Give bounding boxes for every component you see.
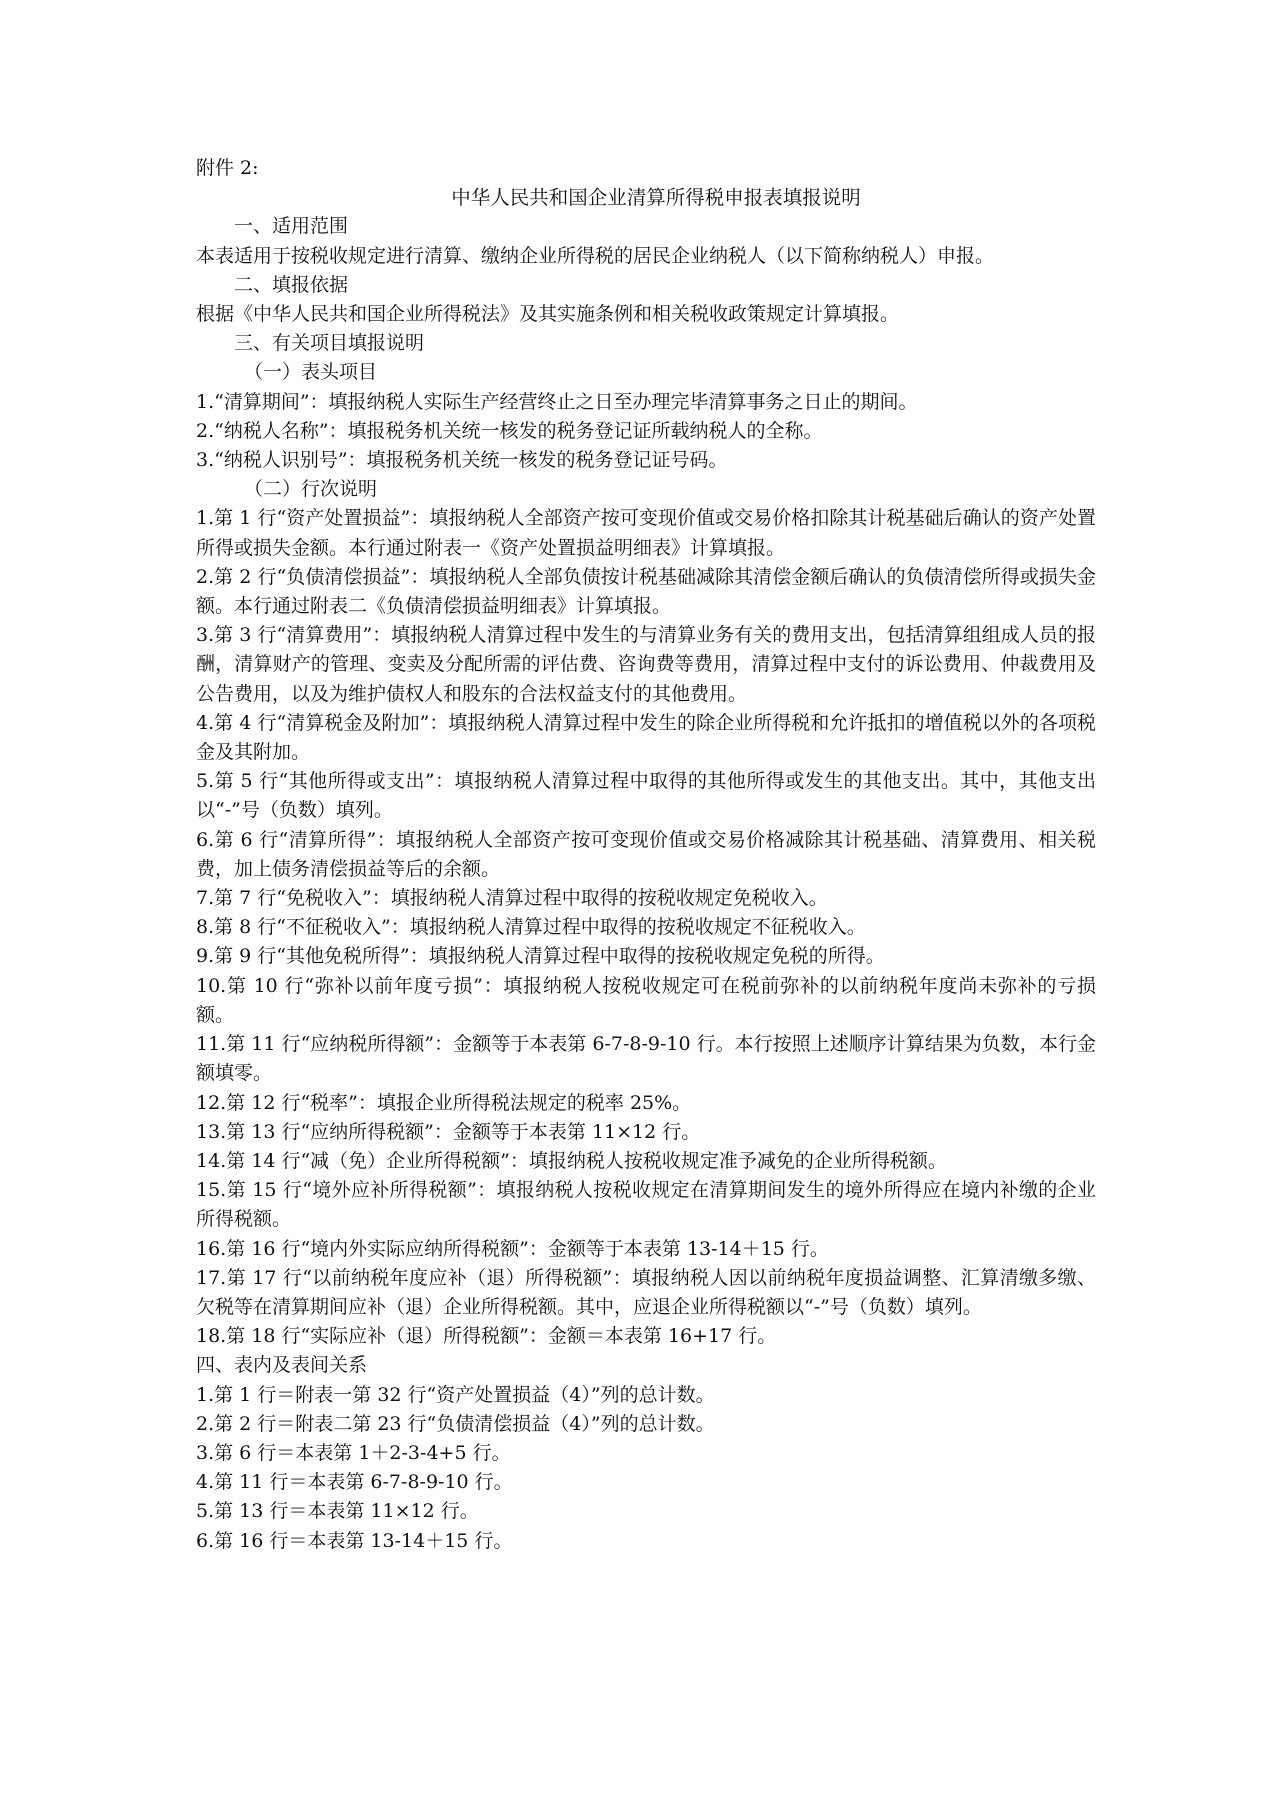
header-item: 2.“纳税人名称”：填报税务机关统一核发的税务登记证所载纳税人的全称。 bbox=[196, 419, 823, 442]
row-item: 14.第 14 行“减（免）企业所得税额”：填报纳税人按税收规定准予减免的企业所得税额。 bbox=[196, 1149, 947, 1172]
header-item: 1.“清算期间”：填报纳税人实际生产经营终止之日至办理完毕清算事务之日止的期间。 bbox=[196, 390, 918, 413]
relation-item: 1.第 1 行＝附表一第 32 行“资产处置损益（4）”列的总计数。 bbox=[196, 1383, 715, 1406]
document-page bbox=[196, 154, 1096, 1556]
relation-item: 5.第 13 行＝本表第 11×12 行。 bbox=[196, 1500, 479, 1523]
row-item: 13.第 13 行“应纳所得税额”：金额等于本表第 11×12 行。 bbox=[196, 1120, 701, 1143]
row-item: 17.第 17 行“以前纳税年度应补（退）所得税额”：填报纳税人因以前纳税年度损益调整、汇算清缴多缴、欠税等在清算期间应补（退）企业所得税额。其中，应退企业所得税额以“-”号（负数）填列。 bbox=[196, 1266, 1096, 1318]
row-item: 3.第 3 行“清算费用”：填报纳税人清算过程中发生的与清算业务有关的费用支出，包括清算组组成人员的报酬，清算财产的管理、变卖及分配所需的评估费、咨询费等费用，清算过程中支付的诉讼费用、仲裁费用及公告费用，以及为维护债权人和股东的合法权益支付的其他费用。 bbox=[196, 624, 1096, 705]
row-item: 1.第 1 行“资产处置损益”：填报纳税人全部资产按可变现价值或交易价格扣除其计税基础后确认的资产处置所得或损失金额。本行通过附表一《资产处置损益明细表》计算填报。 bbox=[196, 507, 1096, 559]
row-item: 16.第 16 行“境内外实际应纳所得税额”：金额等于本表第 13-14＋15 行。 bbox=[196, 1237, 829, 1260]
section-heading-items: 三、有关项目填报说明 bbox=[234, 332, 425, 355]
row-item: 6.第 6 行“清算所得”：填报纳税人全部资产按可变现价值或交易价格减除其计税基础、清算费用、相关税费，加上债务清偿损益等后的余额。 bbox=[196, 828, 1096, 880]
relation-item: 6.第 16 行＝本表第 13-14＋15 行。 bbox=[196, 1529, 513, 1552]
row-item: 18.第 18 行“实际应补（退）所得税额”：金额＝本表第 16+17 行。 bbox=[196, 1325, 777, 1348]
document-title: 中华人民共和国企业清算所得税申报表填报说明 bbox=[451, 186, 861, 210]
row-item: 9.第 9 行“其他免税所得”：填报纳税人清算过程中取得的按税收规定免税的所得。 bbox=[196, 945, 885, 968]
relation-item: 4.第 11 行＝本表第 6-7-8-9-10 行。 bbox=[196, 1471, 513, 1494]
row-item: 10.第 10 行“弥补以前年度亏损”：填报纳税人按税收规定可在税前弥补的以前纳税年度尚未弥补的亏损额。 bbox=[196, 974, 1096, 1026]
section-heading-scope: 一、适用范围 bbox=[234, 215, 349, 238]
row-item: 12.第 12 行“税率”：填报企业所得税法规定的税率 25%。 bbox=[196, 1091, 692, 1114]
header-item: 3.“纳税人识别号”：填报税务机关统一核发的税务登记证号码。 bbox=[196, 449, 728, 472]
attachment-label: 附件 2: bbox=[196, 157, 259, 179]
subsection-heading-header: （一）表头项目 bbox=[244, 361, 378, 384]
row-item: 2.第 2 行“负债清偿损益”：填报纳税人全部负债按计税基础减除其清偿金额后确认的负债清偿所得或损失金额。本行通过附表二《负债清偿损益明细表》计算填报。 bbox=[196, 565, 1096, 618]
row-item: 7.第 7 行“免税收入”：填报纳税人清算过程中取得的按税收规定免税收入。 bbox=[196, 887, 828, 910]
row-item: 11.第 11 行“应纳税所得额”：金额等于本表第 6-7-8-9-10 行。本行按照上述顺序计算结果为负数，本行金额填零。 bbox=[196, 1033, 1096, 1085]
relation-item: 2.第 2 行＝附表二第 23 行“负债清偿损益（4）”列的总计数。 bbox=[196, 1412, 715, 1435]
row-item: 8.第 8 行“不征税收入”：填报纳税人清算过程中取得的按税收规定不征税收入。 bbox=[196, 916, 866, 939]
section-heading-relations: 四、表内及表间关系 bbox=[196, 1354, 368, 1377]
row-item: 15.第 15 行“境外应补所得税额”：填报纳税人按税收规定在清算期间发生的境外所得应在境内补缴的企业所得税额。 bbox=[196, 1179, 1096, 1231]
section-heading-basis: 二、填报依据 bbox=[234, 273, 349, 296]
subsection-heading-rows: （二）行次说明 bbox=[244, 478, 378, 501]
relation-item: 3.第 6 行＝本表第 1＋2-3-4+5 行。 bbox=[196, 1441, 511, 1464]
section-text-scope: 本表适用于按税收规定进行清算、缴纳企业所得税的居民企业纳税人（以下简称纳税人）申报。 bbox=[196, 244, 995, 267]
row-item: 5.第 5 行“其他所得或支出”：填报纳税人清算过程中取得的其他所得或发生的其他支出。其中，其他支出以“-”号（负数）填列。 bbox=[196, 770, 1096, 822]
row-item: 4.第 4 行“清算税金及附加”：填报纳税人清算过程中发生的除企业所得税和允许抵扣的增值税以外的各项税金及其附加。 bbox=[196, 711, 1096, 764]
section-text-basis: 根据《中华人民共和国企业所得税法》及其实施条例和相关税收政策规定计算填报。 bbox=[196, 303, 900, 326]
